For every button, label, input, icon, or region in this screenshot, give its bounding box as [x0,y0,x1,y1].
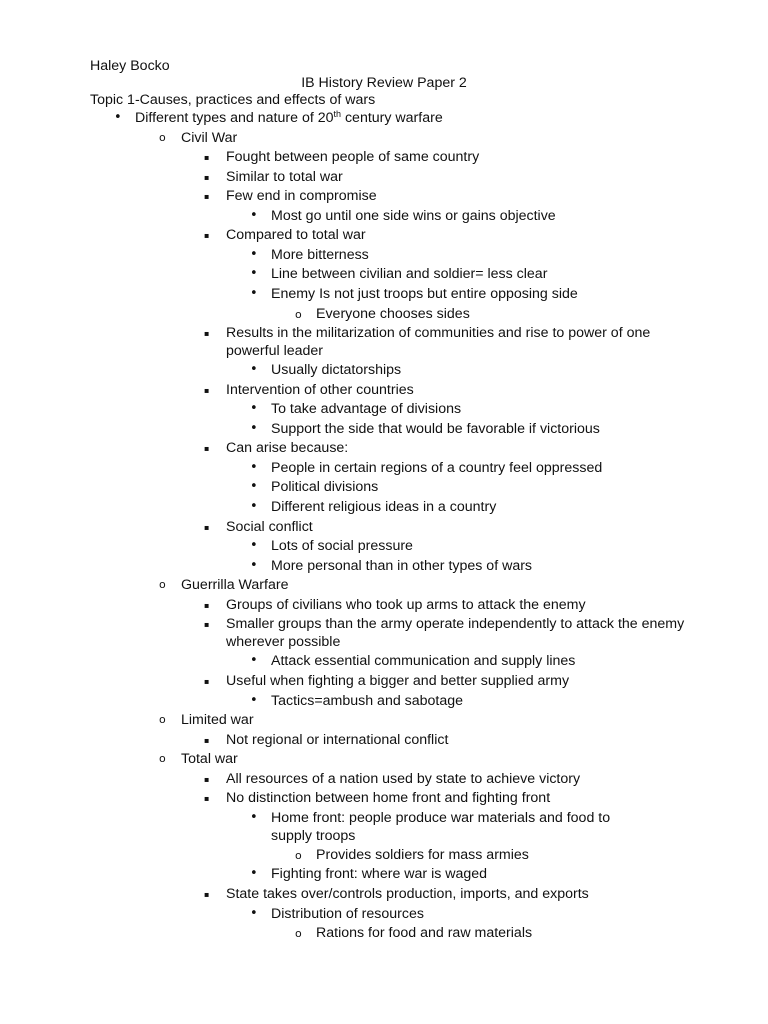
bullet-marker-icon: • [250,538,258,554]
outline-item-text: Distribution of resources [271,905,424,922]
bullet-marker-icon: • [250,266,258,282]
outline-item-text: Provides soldiers for mass armies [316,846,529,863]
bullet-marker-icon: • [250,692,258,708]
outline-item-text: Tactics=ambush and sabotage [271,692,464,709]
bullet-marker-icon: o [159,713,166,727]
bullet-marker-icon: ▪ [204,444,210,454]
outline-item-text: No distinction between home front and fighting front [226,790,551,807]
outline-item-text: Lots of social pressure [271,538,413,555]
outline-item-text: Support the side that would be favorable if victorious [271,420,600,437]
bullet-marker-icon: • [250,905,258,921]
bullet-marker-icon: • [250,420,258,436]
outline-item-text: Everyone chooses sides [316,305,470,322]
outline-item-text: Line between civilian and soldier= less clear [271,266,548,283]
outline-item-text-part: Different types and nature of 20 [135,110,334,126]
outline-item-text: Most go until one side wins or gains objective [271,207,556,224]
outline-item-text: More personal than in other types of wars [271,557,533,574]
bullet-marker-icon: o [295,848,302,862]
outline-item-text: Not regional or international conflict [226,731,449,748]
outline-item-text: State takes over/controls production, imports, and exports [226,886,589,902]
outline-item-text: Intervention of other countries [226,381,414,398]
bullet-marker-icon: o [295,307,302,321]
bullet-marker-icon: ▪ [204,794,210,804]
bullet-marker-icon: ▪ [204,231,210,241]
bullet-marker-icon: • [250,479,258,495]
bullet-marker-icon: ▪ [204,522,210,532]
outline-item-text: Groups of civilians who took up arms to attack the enemy [226,596,586,613]
bullet-marker-icon: • [114,110,122,125]
outline-item-text: To take advantage of divisions [271,401,462,418]
outline-item-text: Smaller groups than the army operate independently to attack the enemy wherever possible [226,616,685,651]
bullet-marker-icon: ▪ [204,329,210,339]
outline-item-text: Compared to total war [226,227,366,244]
bullet-marker-icon: • [250,557,258,573]
bullet-marker-icon: ▪ [204,676,210,686]
author-name: Haley Bocko [90,58,170,74]
outline-item-text: Social conflict [226,518,313,535]
bullet-marker-icon: o [159,578,166,592]
bullet-marker-icon: o [159,130,166,144]
outline-item-text: Enemy Is not just troops but entire opposing side [271,285,578,302]
bullet-marker-icon: • [250,459,258,475]
bullet-marker-icon: • [250,401,258,417]
outline-item-text: Fought between people of same country [226,149,480,166]
bullet-marker-icon: ▪ [204,153,210,163]
bullet-marker-icon: ▪ [204,735,210,745]
outline-item-text: Can arise because: [226,440,349,457]
outline-item-text: Home front: people produce war materials and food to supply troops [271,809,611,844]
outline-item-text: Useful when fighting a bigger and better supplied army [226,672,570,689]
outline-item-text: Total war [181,751,238,768]
outline-item-text: Usually dictatorships [271,362,402,379]
bullet-marker-icon: • [250,362,258,378]
outline-item-text: Fighting front: where war is waged [271,866,488,883]
outline-item-text: Rations for food and raw materials [316,925,533,942]
bullet-marker-icon: ▪ [204,890,210,899]
bullet-marker-icon: ▪ [204,172,210,182]
outline-item-text: Guerrilla Warfare [181,577,289,594]
outline-item-text: Results in the militarization of communities and rise to power of one powerful leader [226,325,651,360]
bullet-marker-icon: o [295,927,302,941]
ordinal-superscript: th [333,109,342,119]
bullet-marker-icon: ▪ [204,600,210,610]
outline-item-text: All resources of a nation used by state to achieve victory [226,770,581,787]
document-title: IB History Review Paper 2 [301,75,467,91]
bullet-marker-icon: ▪ [204,192,210,202]
outline-item-text: Political divisions [271,479,379,496]
outline-item-text: Civil War [181,129,238,146]
bullet-marker-icon: • [250,285,258,301]
bullet-marker-icon: ▪ [204,774,210,784]
outline-item-text: Different religious ideas in a country [271,499,497,515]
outline-item-text: More bitterness [271,246,369,263]
bullet-marker-icon: • [250,246,258,262]
bullet-marker-icon: • [250,653,258,669]
outline-item-text: People in certain regions of a country feel oppressed [271,459,603,476]
outline-item-text: Similar to total war [226,168,343,185]
outline-item-text: Limited war [181,712,254,729]
bullet-marker-icon: • [250,809,258,825]
bullet-marker-icon: • [250,207,258,223]
bullet-marker-icon: • [250,866,258,882]
bullet-marker-icon: o [159,752,166,766]
bullet-marker-icon: ▪ [204,620,210,630]
topic-heading: Topic 1-Causes, practices and effects of wars [90,92,376,108]
bullet-marker-icon: ▪ [204,385,210,395]
outline-item-text: Few end in compromise [226,188,377,205]
bullet-marker-icon: • [250,499,258,514]
outline-item-text-part: century warfare [341,110,443,126]
outline-item-text: Attack essential communication and supply lines [271,653,576,670]
outline-item-text [135,109,443,127]
